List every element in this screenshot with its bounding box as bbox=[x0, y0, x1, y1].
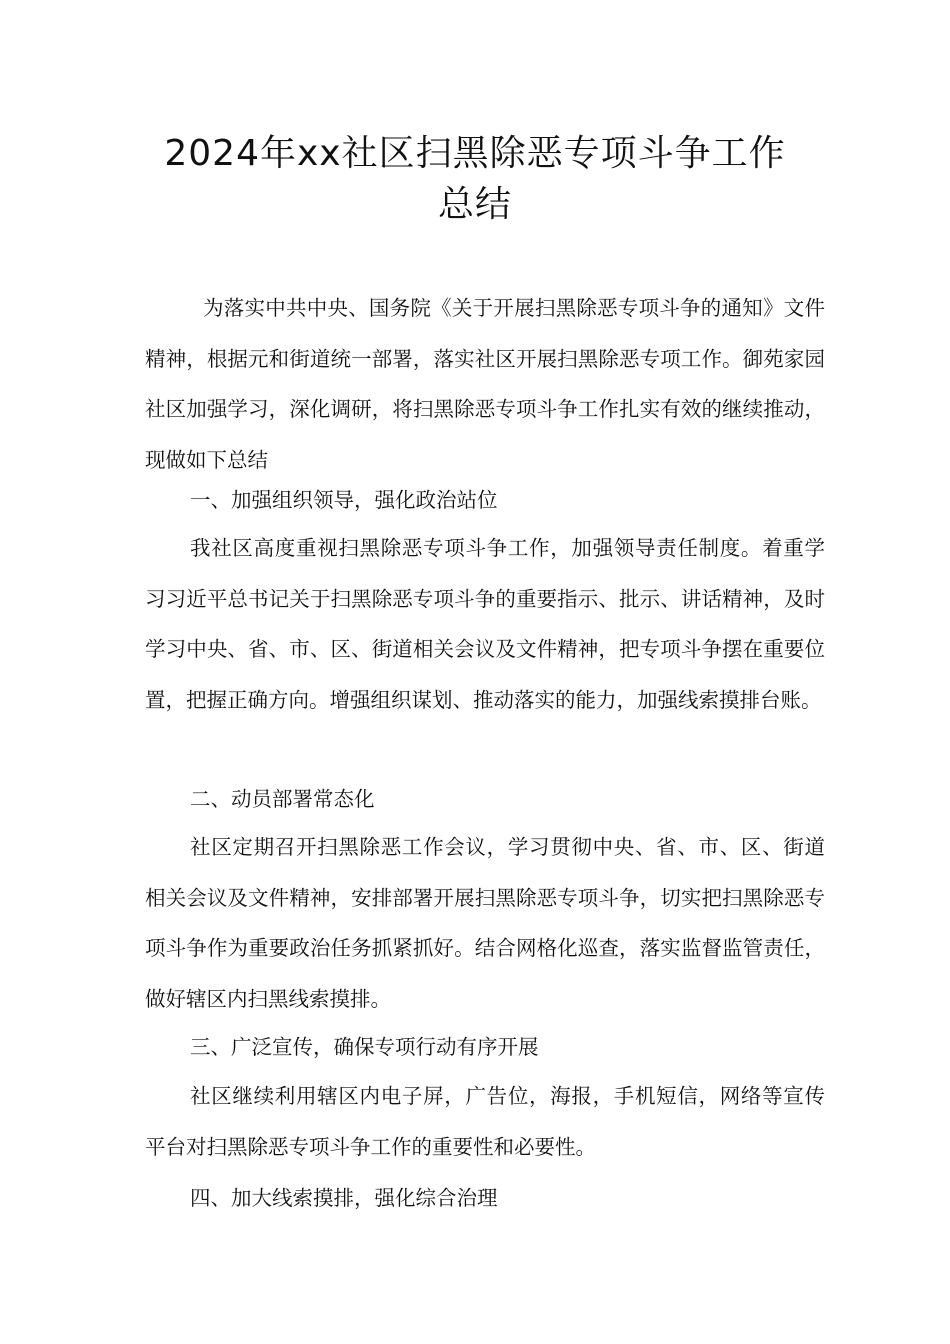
intro-paragraph: 为落实中共中央、国务院《关于开展扫黑除恶专项斗争的通知》文件精神，根据元和街道统一部署，落实社区开展扫黑除恶专项工作。御苑家园社区加强学习，深化调研，将扫黑除恶专项斗争工作扎实有效的继续推动，现做如下总结 bbox=[145, 296, 825, 472]
document-title-line2: 总结 bbox=[437, 184, 512, 225]
section-heading-3: 三、广泛宣传，确保专项行动有序开展 bbox=[190, 1035, 539, 1059]
section-body-3: 社区继续利用辖区内电子屏，广告位，海报，手机短信，网络等宣传平台对扫黑除恶专项斗争工作的重要性和必要性。 bbox=[145, 1084, 825, 1159]
section-body-2: 社区定期召开扫黑除恶工作会议，学习贯彻中央、省、市、区、街道相关会议及文件精神，安排部署开展扫黑除恶专项斗争，切实把扫黑除恶专项斗争作为重要政治任务抓紧抓好。结合网格化巡查，落实监督监管责任，做好辖区内扫黑线索摸排。 bbox=[145, 835, 825, 1011]
document-title-line1: 2024年xx社区扫黑除恶专项斗争工作 bbox=[164, 133, 786, 174]
section-heading-1: 一、加强组织领导，强化政治站位 bbox=[190, 488, 498, 512]
section-heading-4: 四、加大线索摸排，强化综合治理 bbox=[190, 1186, 498, 1210]
section-heading-2: 二、动员部署常态化 bbox=[190, 787, 375, 811]
section-body-1: 我社区高度重视扫黑除恶专项斗争工作，加强领导责任制度。着重学习习近平总书记关于扫黑除恶专项斗争的重要指示、批示、讲话精神，及时学习中央、省、市、区、街道相关会议及文件精神，把专项斗争摆在重要位置，把握正确方向。增强组织谋划、推动落实的能力，加强线索摸排台账。 bbox=[145, 536, 825, 712]
